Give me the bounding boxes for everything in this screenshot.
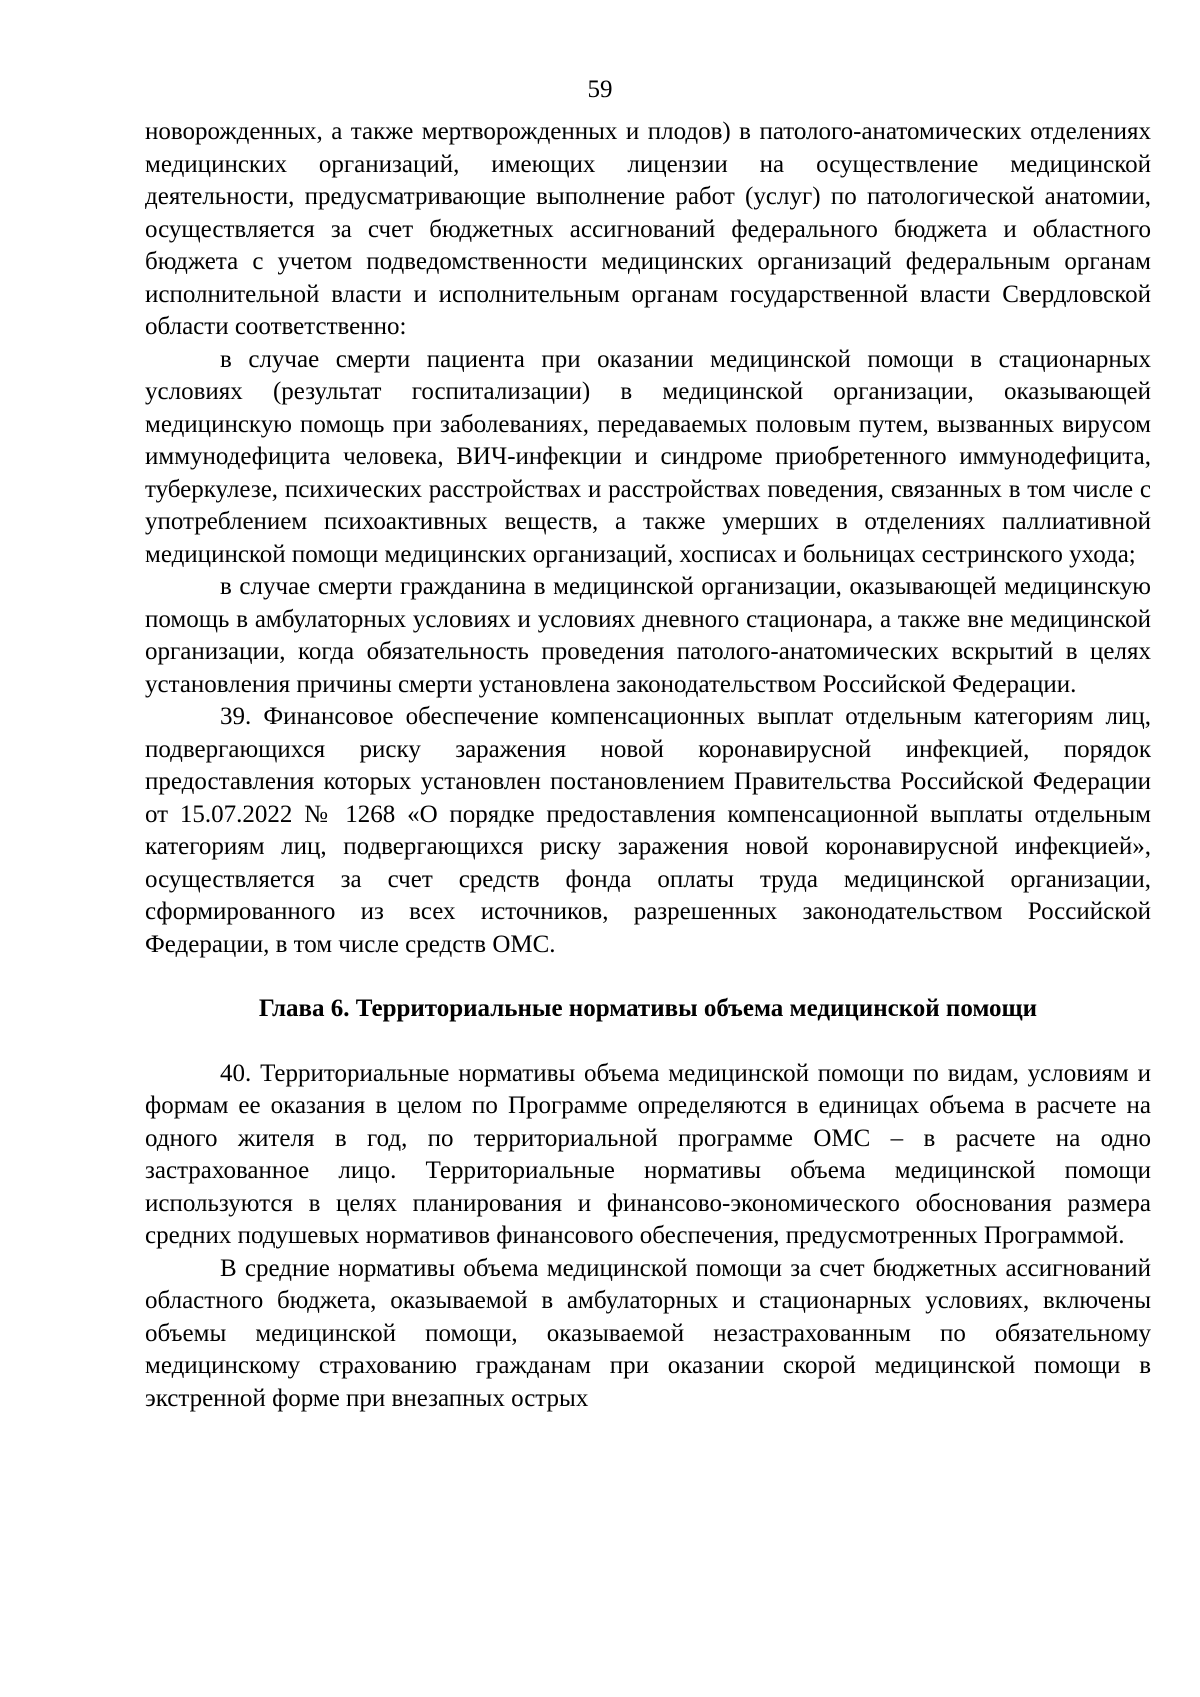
paragraph-item-40: 40. Территориальные нормативы объема медицинской помощи по видам, условиям и формам ее оказания в целом по Программе определяются в единицах объема в расчете на одного жителя в год, по территориальной программе ОМС – в расчете на одно застрахованное лицо. Территориальные нормативы объема медицинской помощи используются в целях планирования и финансово-экономического обоснования размера средних подушевых нормативов финансового обеспечения, предусмотренных Программой. (145, 1059, 1151, 1249)
paragraph-inpatient-death: в случае смерти пациента при оказании медицинской помощи в стационарных условиях (результат госпитализации) в медицинской организации, оказывающей медицинскую помощь при заболеваниях, передаваемых половым путем, вызванных вирусом иммунодефицита человека, ВИЧ-инфекции и синдроме приобретенного иммунодефицита, туберкулезе, психических расстройствах и расстройствах поведения, связанных в том числе с употреблением психоактивных веществ, а также умерших в отделениях паллиативной медицинской помощи медицинских организаций, хосписах и больницах сестринского ухода; (145, 345, 1151, 568)
page-number: 59 (587, 76, 613, 103)
paragraph-outpatient-death: в случае смерти гражданина в медицинской организации, оказывающей медицинскую помощь в амбулаторных условиях и условиях дневного стационара, а также вне медицинской организации, когда обязательность проведения патолого-анатомических вскрытий в целях установления причины смерти установлена законодательством Российской Федерации. (145, 573, 1151, 698)
paragraph-continuation: новорожденных, а также мертворожденных и плодов) в патолого-анатомических отделениях медицинских организаций, имеющих лицензии на осуществление медицинской деятельности, предусматривающие выполнение работ (услуг) по патологической анатомии, осуществляется за счет бюджетных ассигнований федерального бюджета и областного бюджета с учетом подведомственности медицинских организаций федеральным органам исполнительной власти и исполнительным органам государственной власти Свердловской области соответственно: (145, 118, 1151, 340)
paragraph-item-39: 39. Финансовое обеспечение компенсационных выплат отдельным категориям лиц, подвергающихся риску заражения новой коронавирусной инфекцией, порядок предоставления которых установлен постановлением Правительства Российской Федерации от 15.07.2022 № 1268 «О порядке предоставления компенсационной выплаты отдельным категориям лиц, подвергающихся риску заражения новой коронавирусной инфекцией», осуществляется за счет средств фонда оплаты труда медицинской организации, сформированного из всех источников, разрешенных законодательством Российской Федерации, в том числе средств ОМС. (145, 703, 1151, 958)
document-body (145, 116, 1151, 1415)
paragraph-average-norms: В средние нормативы объема медицинской помощи за счет бюджетных ассигнований областного бюджета, оказываемой в амбулаторных и стационарных условиях, включены объемы медицинской помощи, оказываемой незастрахованным по обязательному медицинскому страхованию гражданам при оказании скорой медицинской помощи в экстренной форме при внезапных острых (145, 1254, 1151, 1412)
chapter-heading: Глава 6. Территориальные нормативы объема медицинской помощи (258, 995, 1038, 1022)
